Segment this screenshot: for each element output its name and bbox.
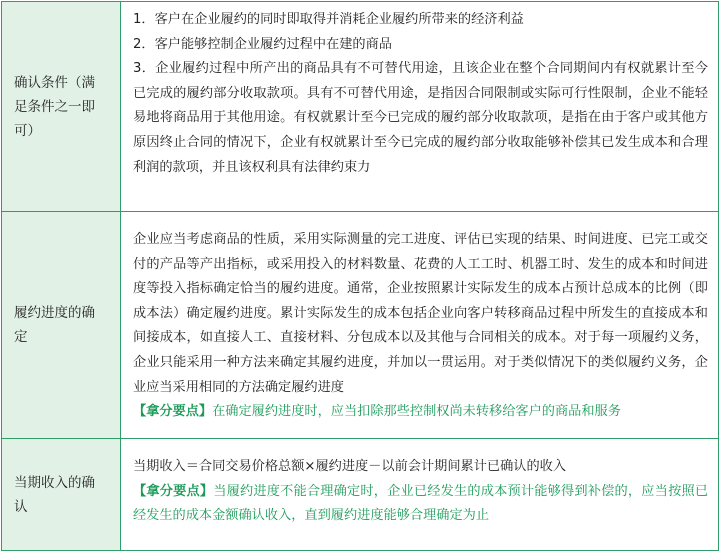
row-label-current-revenue — [2, 439, 121, 550]
key-point-tag: 【拿分要点】 — [133, 483, 214, 499]
key-point-text: 当履约进度不能合理确定时，企业已经发生的成本预计能够得到补偿的，应当按照已经发生的成本金额确认收入，直到履约进度能够合理确定为止 — [133, 483, 709, 524]
condition-item-1: 1．客户在企业履约的同时即取得并消耗企业履约所带来的经济利益 — [133, 12, 524, 27]
label-text: 履约进度的确定 — [14, 305, 95, 345]
row-content-progress-determination — [121, 212, 718, 439]
row-content-current-revenue — [121, 439, 718, 550]
row-label-recognition-conditions — [2, 2, 121, 212]
key-point-note — [133, 400, 708, 425]
revenue-formula: 当期收入＝合同交易价格总额×履约进度－以前会计期间累计已确认的收入 — [133, 459, 567, 474]
key-point-tag: 【拿分要点】 — [133, 404, 213, 420]
revenue-recognition-table — [1, 1, 719, 551]
key-point-text: 在确定履约进度时，应当扣除那些控制权尚未转移给客户的商品和服务 — [212, 404, 621, 420]
label-text: 确认条件（满足条件之一即可） — [14, 74, 95, 139]
row-label-progress-determination — [2, 212, 121, 439]
progress-description: 企业应当考虑商品的性质，采用实际测量的完工进度、评估已实现的结果、时间进度、已完工或交付的产品等产出指标，或采用投入的材料数量、花费的人工工时、机器工时、发生的成本和时间进度等投入指标确定恰当的履约进度。通常，企业按照累计实际发生的成本占预计总成本的比例（即成本法）确定履约进度。累计实际发生的成本包括企业向客户转移商品过程中所发生的直接成本和间接成本，如直接人工、直接材料、分包成本以及其他与合同相关的成本。对于每一项履约义务，企业只能采用一种方法来确定其履约进度，并加以一贯运用。对于类似情况下的类似履约义务，企业应当采用相同的方法确定履约进度 — [133, 232, 708, 395]
condition-item-3: 3．企业履约过程中所产出的商品具有不可替代用途，且该企业在整个合同期间内有权就累计至今已完成的履约部分收取款项。具有不可替代用途，是指因合同限制或实际可行性限制，企业不能轻易地将商品用于其他用途。有权就累计至今已完成的履约部分收取款项，是指在由于客户或其他方原因终止合同的情况下，企业有权就累计至今已完成的履约部分收取能够补偿其已发生成本和合理利润的款项，并且该权利具有法律约束力 — [133, 61, 708, 175]
condition-item-2: 2．客户能够控制企业履约过程中在建的商品 — [133, 36, 392, 52]
label-text: 当期收入的确认 — [14, 474, 95, 515]
key-point-note — [133, 480, 708, 529]
row-content-recognition-conditions — [121, 2, 718, 212]
